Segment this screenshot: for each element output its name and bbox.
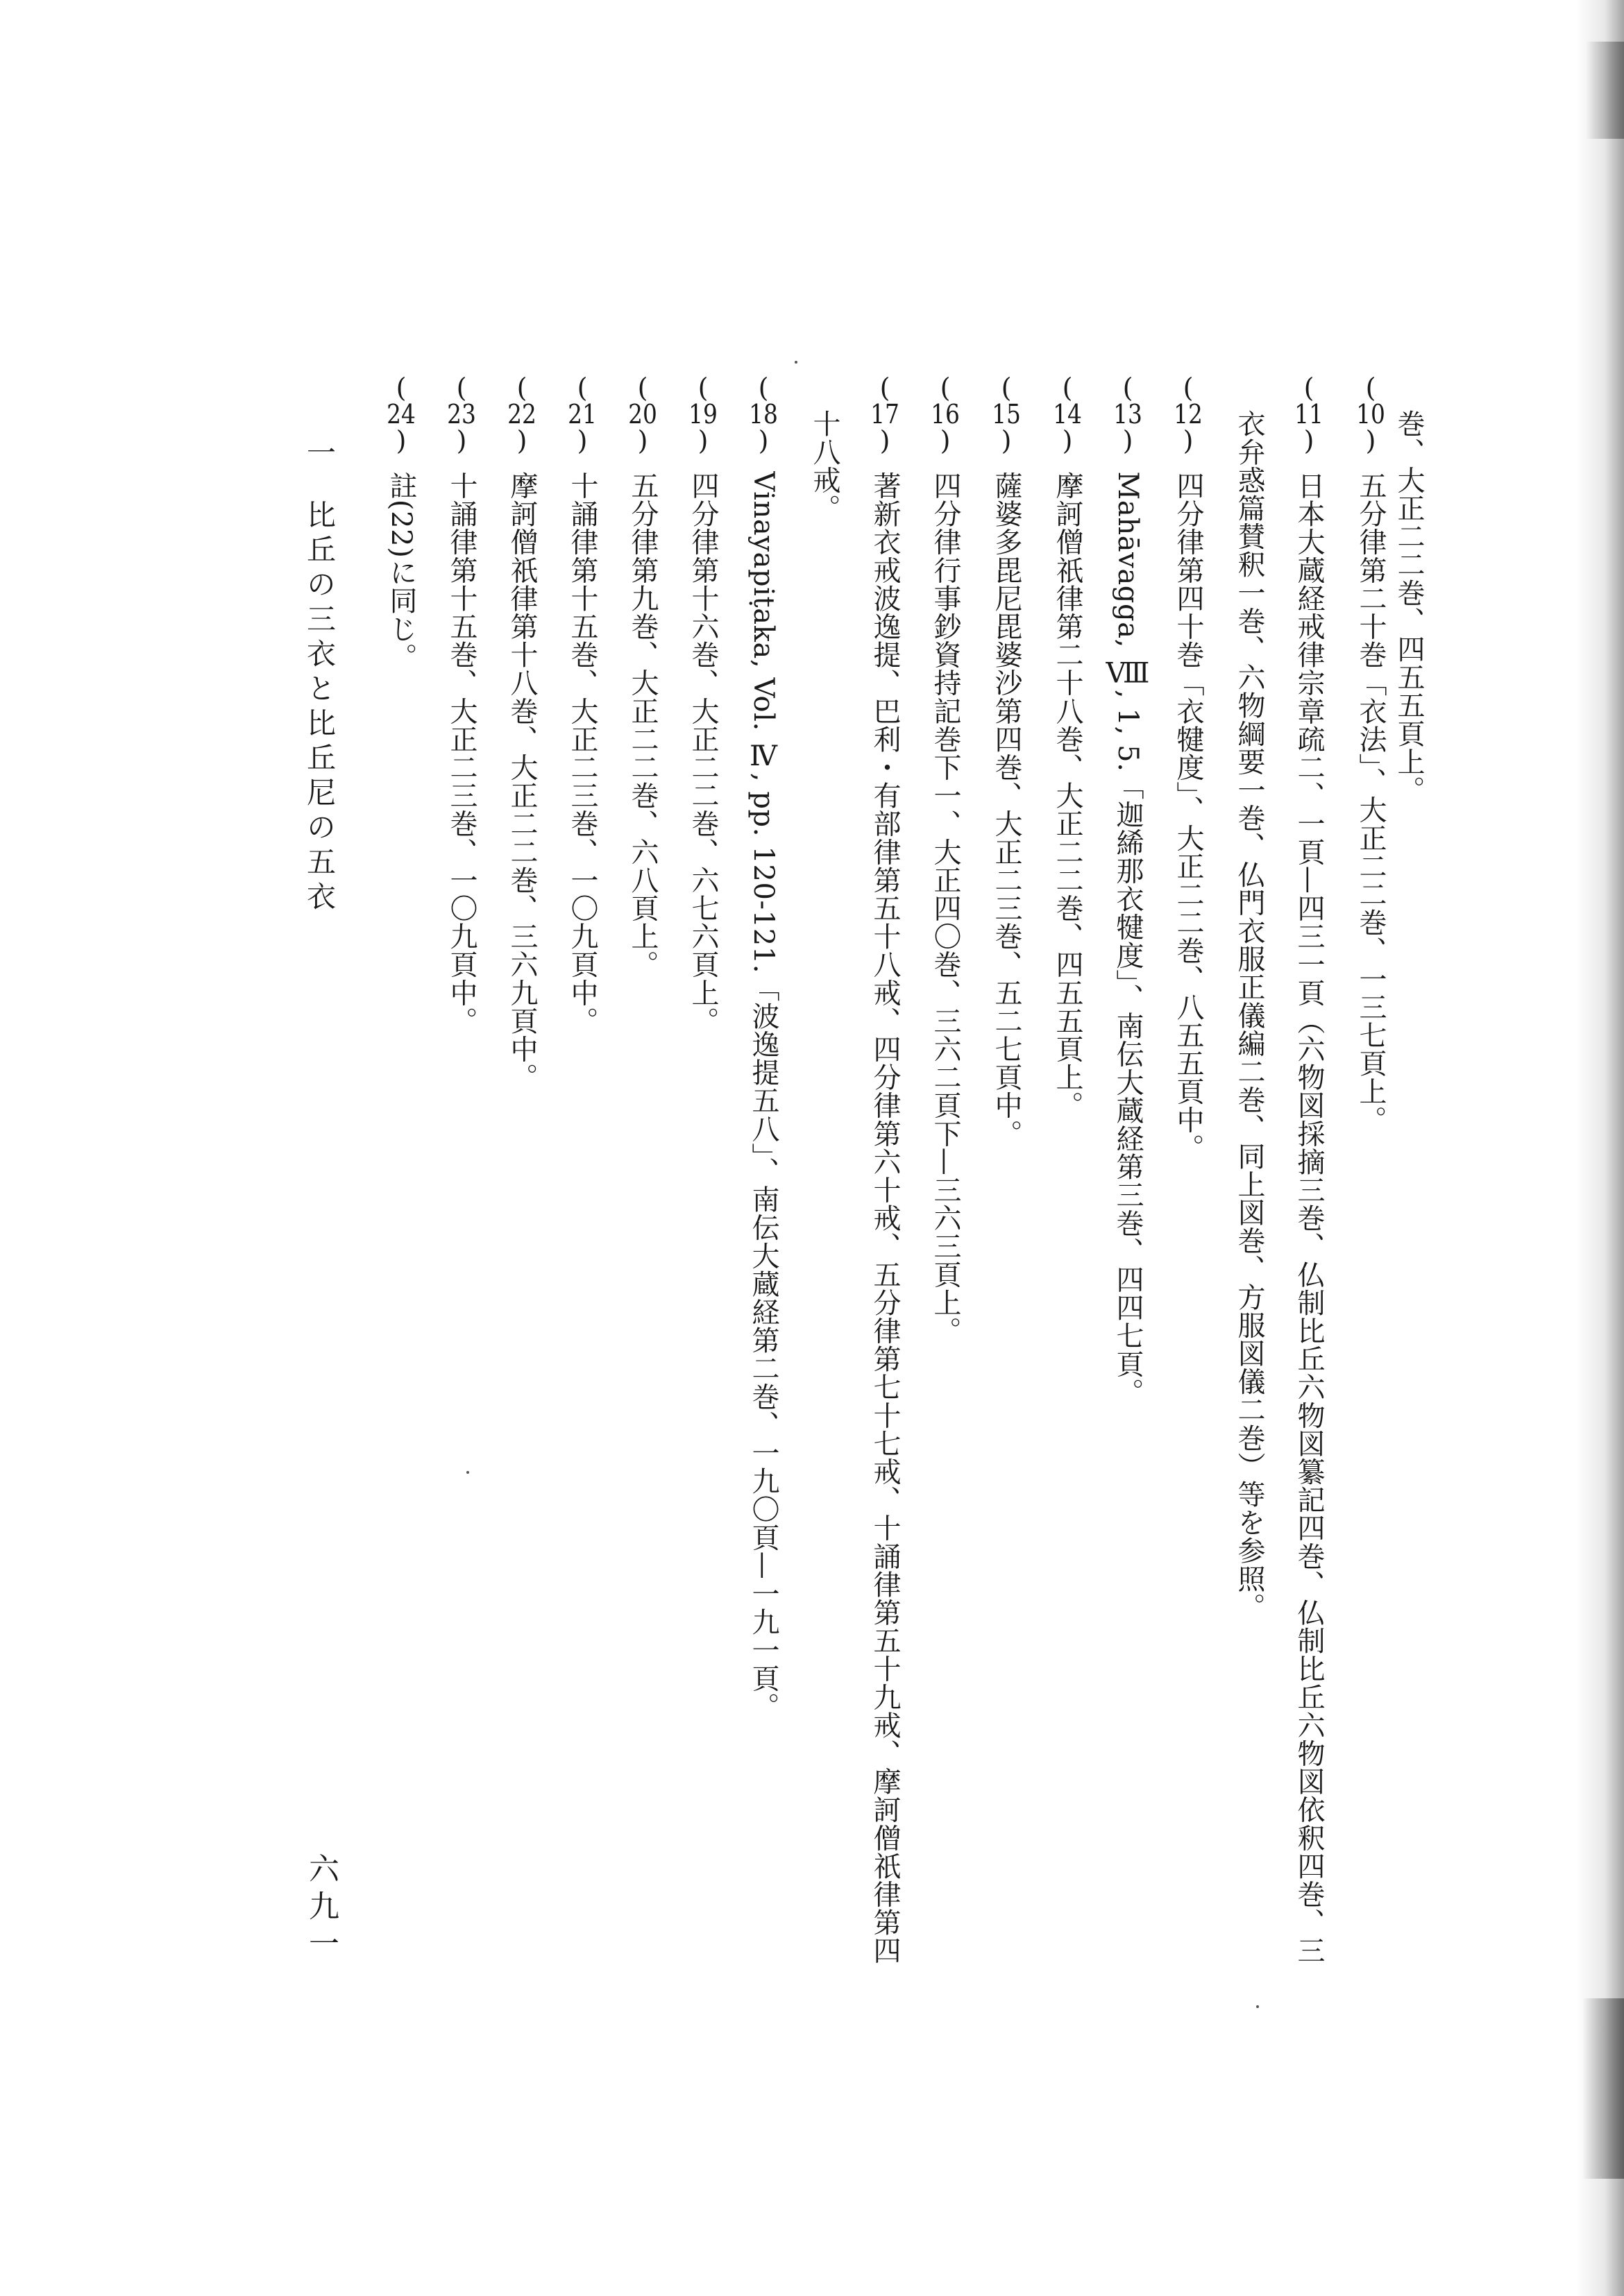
note-text: Vinayapiṭaka, Vol. Ⅳ, pp. 120-121.「波逸提五八」、南伝大蔵経第二巻、一九〇頁—一九一頁。: [747, 471, 779, 1721]
scanner-edge-mark-top: [1586, 42, 1624, 139]
note-text: 衣弁惑篇賛釈一巻、六物綱要一巻、仏門衣服正儀編二巻、同上図巻、方服図儀二巻）等を参照。: [1233, 409, 1265, 1621]
note-13: [1114, 375, 1142, 1406]
scan-speck: [466, 1471, 469, 1474]
scanner-edge-shadow: [1575, 0, 1624, 2296]
note-text: 五分律第九巻、大正二二巻、六八頁上。: [627, 471, 659, 979]
note-24: [387, 375, 415, 671]
note-text: 著新衣戒波逸提、巴利・有部律第五十八戒、四分律第六十戒、五分律第七十七戒、十誦律第五十九戒、摩訶僧祇律第四: [869, 471, 901, 1965]
note-text: 薩婆多毘尼毘婆沙第四巻、大正二三巻、五二七頁中。: [990, 471, 1022, 1148]
note-19: [689, 375, 717, 1035]
note-text: 摩訶僧祇律第十八巻、大正二二巻、三六九頁中。: [506, 471, 538, 1091]
note-text: Mahāvagga, Ⅷ, 1, 5.「迦絺那衣犍度」、南伝大蔵経第三巻、四四七頁。: [1112, 471, 1144, 1406]
note-text: 四分律行事鈔資持記巻下一、大正四〇巻、三六二頁下—三六三頁上。: [929, 471, 961, 1345]
note-number: ( 14 ): [1054, 375, 1081, 454]
page-number: 六九一: [303, 1853, 339, 1965]
note-16: [931, 375, 959, 1345]
note-number: ( 16 ): [932, 375, 958, 454]
note-text: 摩訶僧祇律第二十八巻、大正二二巻、四五五頁上。: [1051, 471, 1083, 1120]
note-text: 四分律第四十巻「衣犍度」、大正二二巻、八五五頁中。: [1172, 471, 1204, 1162]
note-14: [1051, 375, 1083, 1120]
note-number: ( 23 ): [448, 375, 475, 454]
note-number: ( 11 ): [1296, 375, 1322, 454]
note-11-continuation: [1235, 409, 1263, 1621]
note-11: [1295, 375, 1323, 1964]
note-number: ( 19 ): [690, 375, 716, 454]
chapter-title: 比丘の三衣と比丘尼の五衣: [303, 500, 337, 916]
note-21: [568, 375, 596, 1035]
scan-speck: [1256, 2005, 1259, 2008]
note-number: ( 22 ): [509, 375, 535, 454]
note-number: ( 17 ): [872, 375, 898, 454]
note-number: ( 21 ): [569, 375, 595, 454]
note-text: 十誦律第十五巻、大正二三巻、一〇九頁中。: [446, 471, 477, 1035]
note-18: [747, 375, 779, 1721]
note-number: ( 18 ): [750, 375, 777, 454]
note-15: [992, 375, 1020, 1148]
note-20: [629, 375, 657, 978]
note-text: 十誦律第十五巻、大正二三巻、一〇九頁中。: [566, 471, 598, 1035]
note-number: ( 24 ): [388, 375, 414, 454]
note-text: 十八戒。: [809, 409, 840, 522]
note-10: [1357, 375, 1385, 1134]
note-17: [871, 375, 899, 1964]
note-23: [448, 375, 475, 1035]
note-text: 日本大蔵経戒律宗章疏二、一頁—四三一頁（六物図採摘三巻、仏制比丘六物図纂記四巻、仏制比丘六物図依釈四巻、三: [1293, 471, 1325, 1965]
note-text: 註(22)に同じ。: [385, 471, 417, 671]
note-number: ( 13 ): [1115, 375, 1141, 454]
note-number: ( 15 ): [993, 375, 1020, 454]
note-12: [1174, 375, 1202, 1162]
note-number: ( 12 ): [1175, 375, 1201, 454]
note-text: 四分律第十六巻、大正二二巻、六七六頁上。: [687, 471, 719, 1035]
scan-speck: [795, 361, 797, 364]
note-number: ( 10 ): [1357, 375, 1384, 454]
note-text: 巻、大正二二巻、四五五頁上。: [1393, 409, 1425, 804]
note-17-continuation: [811, 409, 838, 522]
scanner-edge-mark-bottom: [1582, 1998, 1624, 2179]
chapter-number: 一: [303, 437, 337, 466]
note-number: ( 20 ): [629, 375, 656, 454]
note-continuation: [1395, 409, 1423, 803]
note-text: 五分律第二十巻「衣法」、大正二二巻、一三七頁上。: [1355, 471, 1387, 1134]
note-22: [508, 375, 536, 1091]
